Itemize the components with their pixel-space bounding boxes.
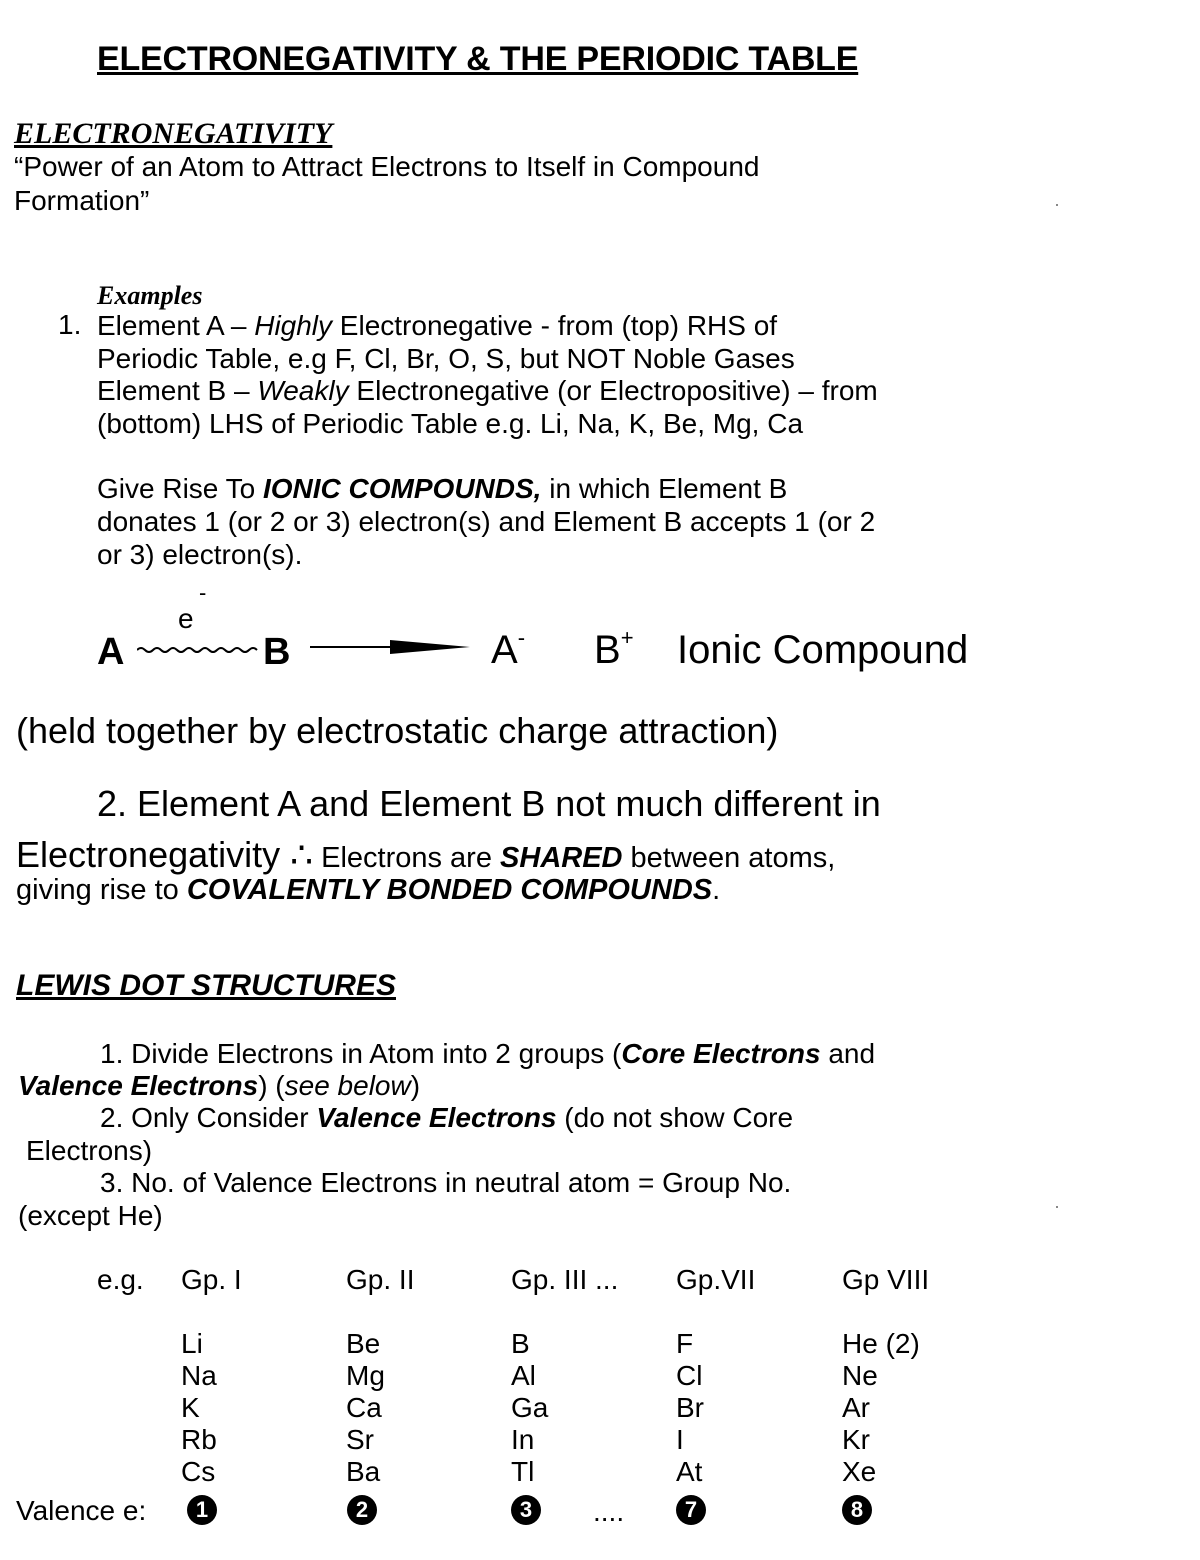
element-b-line-2: (bottom) LHS of Periodic Table e.g. Li, Na, K, Be, Mg, Ca [97, 408, 804, 439]
element-cell: Sr [346, 1424, 374, 1455]
element-cell: He (2) [842, 1328, 920, 1359]
item-2-line-1: 2. Element A and Element B not much different in [97, 783, 881, 824]
see-below: see below [284, 1070, 411, 1101]
element-a-line-2: Periodic Table, e.g F, Cl, Br, O, S, but NOT Noble Gases [97, 343, 795, 374]
cation-charge: + [620, 624, 634, 650]
element-cell: Cl [676, 1360, 703, 1391]
core-electrons-bold: Core Electrons [621, 1038, 821, 1069]
group-3-elements [511, 1328, 548, 1488]
group-1-elements [181, 1328, 217, 1488]
ionic-rest: in which Element B [541, 473, 788, 504]
valence-count-2 [347, 1495, 377, 1525]
lewis-step-3-line-2: (except He) [18, 1200, 163, 1231]
step-2-rest: (do not show Core [556, 1102, 794, 1133]
lewis-step-3-line-1: 3. No. of Valence Electrons in neutral atom = Group No. [100, 1167, 792, 1198]
electronegativity-heading: ELECTRONEGATIVITY [14, 117, 333, 150]
element-cell: Br [676, 1392, 704, 1423]
element-cell: Al [511, 1360, 536, 1391]
valence-count-badge: 3 [511, 1495, 541, 1525]
shared-bold: SHARED [500, 842, 623, 874]
held-together-text: (held together by electrostatic charge attraction) [16, 710, 779, 751]
lewis-step-1-line-1 [100, 1037, 875, 1070]
element-cell: Xe [842, 1456, 877, 1487]
item-2-line-2 [16, 834, 835, 876]
valence-count-3 [511, 1495, 541, 1525]
element-cell: Rb [181, 1424, 217, 1455]
eq-anion [491, 624, 526, 673]
lewis-heading: LEWIS DOT STRUCTURES [16, 969, 396, 1002]
cation-symbol: B [594, 628, 621, 672]
valence-label: Valence e: [16, 1495, 147, 1526]
element-b-weakly: Weakly [257, 375, 349, 406]
group-header-1: Gp. I [181, 1264, 242, 1295]
scan-speck [1056, 204, 1058, 206]
item-2-line-3 [16, 874, 720, 907]
definition-line-2: Formation” [14, 185, 150, 216]
electron-transfer-line [137, 640, 261, 660]
element-cell: B [511, 1328, 530, 1359]
valence-count-7 [676, 1495, 706, 1525]
element-cell: Na [181, 1360, 217, 1391]
page-title: ELECTRONEGATIVITY & THE PERIODIC TABLE [97, 40, 859, 78]
step-1-mid: ) ( [258, 1070, 285, 1101]
between-atoms: between atoms, [622, 842, 836, 874]
examples-heading: Examples [97, 281, 203, 310]
group-2-elements [346, 1328, 385, 1488]
eq-element-b: B [263, 631, 291, 673]
valence-count-badge: 2 [347, 1495, 377, 1525]
scan-speck [1056, 1206, 1058, 1208]
group-8-elements [842, 1328, 920, 1488]
anion-charge: - [517, 624, 526, 650]
electron-charge: - [199, 580, 207, 605]
element-cell: Tl [511, 1456, 535, 1487]
element-cell: Ga [511, 1392, 549, 1423]
valence-count-badge: 1 [187, 1495, 217, 1525]
element-cell: At [676, 1456, 703, 1487]
eq-cation [594, 624, 634, 673]
element-a-rest: Electronegative - from (top) RHS of [332, 310, 778, 341]
step-1-end: ) [410, 1070, 421, 1101]
step-1-and: and [820, 1038, 876, 1069]
element-a-prefix: Element A – [97, 310, 255, 341]
group-header-7: Gp.VII [676, 1264, 756, 1295]
definition-line-1: “Power of an Atom to Attract Electrons to Itself in Compound [14, 151, 760, 182]
element-b-line-1 [97, 374, 878, 407]
ionic-line-3: or 3) electron(s). [97, 539, 303, 570]
electron-symbol: e [178, 603, 194, 634]
ionic-line-1 [97, 472, 787, 505]
ionic-compounds-bold: IONIC COMPOUNDS, [263, 473, 542, 504]
electronegativity-therefore: Electronegativity ∴ [16, 834, 314, 875]
ionic-prefix: Give Rise To [97, 473, 263, 504]
element-b-rest: Electronegative (or Electropositive) – from [348, 375, 878, 406]
element-cell: K [181, 1392, 200, 1423]
eg-label: e.g. [97, 1264, 144, 1295]
group-header-2: Gp. II [346, 1264, 415, 1295]
step-2-prefix: 2. Only Consider [100, 1102, 317, 1133]
element-cell: Be [346, 1328, 381, 1359]
valence-count-8 [842, 1495, 872, 1525]
element-a-highly: Highly [254, 310, 333, 341]
valence-electrons-bold-2: Valence Electrons [316, 1102, 557, 1133]
step-1-prefix: 1. Divide Electrons in Atom into 2 groups ( [100, 1038, 622, 1069]
element-cell: Li [181, 1328, 203, 1359]
element-b-prefix: Element B – [97, 375, 258, 406]
covalent-bold: COVALENTLY BONDED COMPOUNDS [186, 874, 713, 906]
lewis-step-1-line-2 [18, 1069, 420, 1102]
electrons-are: Electrons are [313, 842, 501, 874]
lewis-step-2-line-1 [100, 1101, 793, 1134]
valence-count-badge: 7 [676, 1495, 706, 1525]
element-cell: Ba [346, 1456, 381, 1487]
element-cell: Ar [842, 1392, 870, 1423]
element-cell: I [676, 1424, 684, 1455]
example-1-number: 1. [58, 309, 82, 340]
element-cell: Ne [842, 1360, 878, 1391]
group-7-elements [676, 1328, 704, 1488]
lewis-step-2-line-2: Electrons) [26, 1135, 153, 1166]
ionic-compound-label: Ionic Compound [677, 628, 969, 672]
item-2-period: . [712, 874, 721, 906]
element-a-line-1 [97, 309, 777, 342]
group-header-3: Gp. III ... [511, 1264, 619, 1295]
element-cell: Cs [181, 1456, 216, 1487]
valence-count-badge: 8 [842, 1495, 872, 1525]
giving-rise-to: giving rise to [16, 874, 187, 906]
reaction-arrow [310, 636, 474, 658]
valence-electrons-bold: Valence Electrons [18, 1070, 259, 1101]
element-cell: Ca [346, 1392, 382, 1423]
element-cell: Mg [346, 1360, 385, 1391]
valence-count-1 [187, 1495, 217, 1525]
element-cell: Kr [842, 1424, 870, 1455]
element-cell: In [511, 1424, 535, 1455]
eq-element-a: A [97, 631, 125, 673]
valence-ellipsis: .... [593, 1496, 625, 1527]
group-header-8: Gp VIII [842, 1264, 930, 1295]
ionic-line-2: donates 1 (or 2 or 3) electron(s) and Element B accepts 1 (or 2 [97, 506, 876, 537]
element-cell: F [676, 1328, 694, 1359]
anion-symbol: A [491, 628, 518, 672]
